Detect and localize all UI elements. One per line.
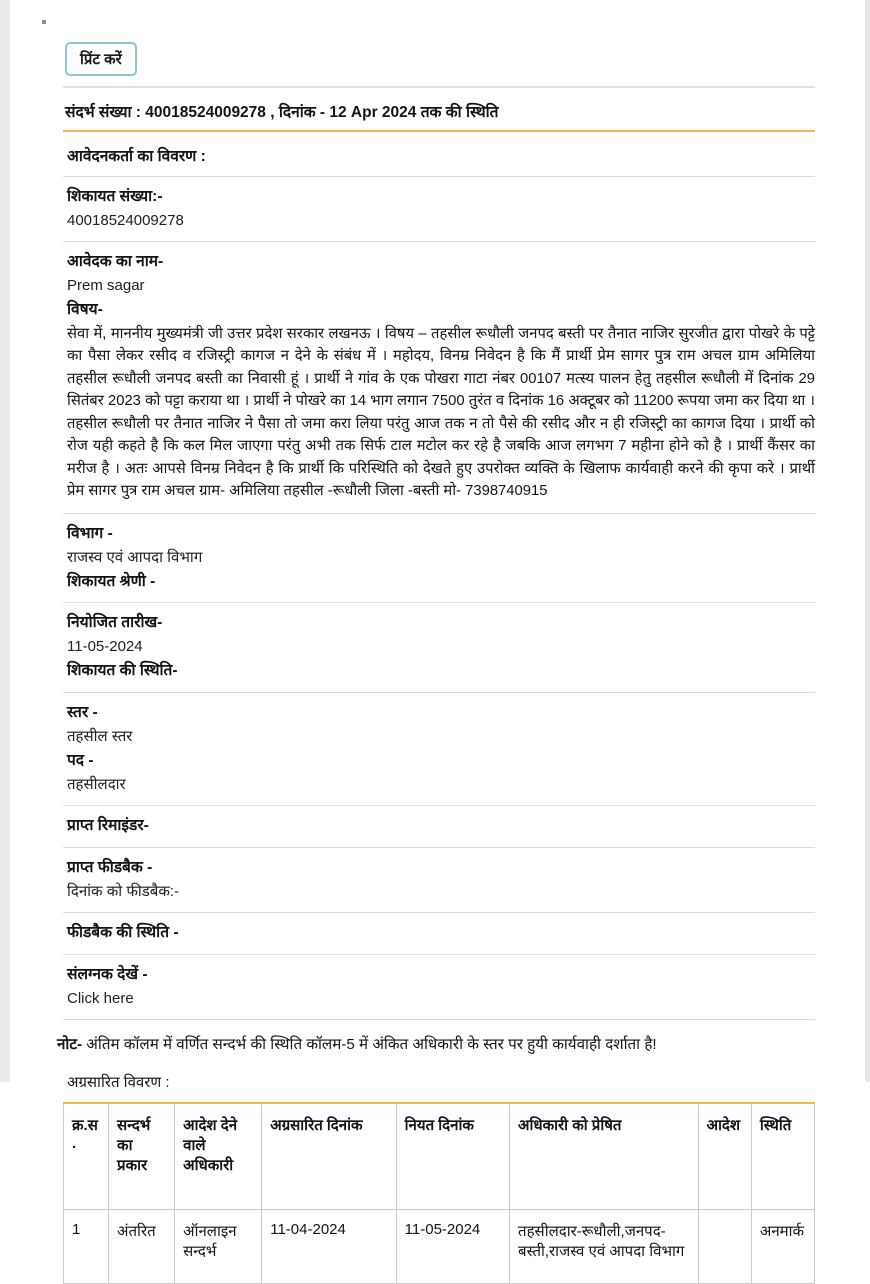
col-header-forwarded-date: अग्रसारित दिनांक (262, 1103, 396, 1210)
feedback-status-label: फीडबैक की स्थिति - (67, 924, 179, 942)
post-value: तहसीलदार (67, 776, 126, 794)
col-header-sent-to-officer: अधिकारी को प्रेषित (510, 1103, 699, 1210)
forwarded-details-table (63, 1102, 815, 1284)
complaint-number-label: शिकायत संख्या:- (67, 188, 163, 205)
section-divider (63, 176, 815, 177)
section-divider (63, 954, 815, 955)
stray-mark (42, 20, 46, 24)
feedback-value: दिनांक को फीडबैक:- (67, 883, 180, 901)
page-right-edge (865, 0, 870, 1082)
level-label: स्तर - (67, 704, 98, 722)
section-divider (63, 847, 815, 848)
col-header-reference-type: सन्दर्भ का प्रकार (109, 1103, 175, 1210)
planned-date-value: 11-05-2024 (67, 638, 143, 656)
attachment-link[interactable]: Click here (67, 989, 134, 1007)
reminder-label: प्राप्त रिमाइंडर- (67, 817, 149, 835)
level-value: तहसील स्तर (67, 728, 133, 746)
applicant-name-label: आवेदक का नाम- (67, 252, 164, 270)
col-header-serial: क्र.स. (64, 1103, 109, 1210)
complaint-number-value: 40018524009278 (67, 211, 184, 229)
cell-ordering-officer: ऑनलाइन सन्दर्भ (175, 1209, 262, 1283)
col-header-order: आदेश (698, 1103, 751, 1210)
subject-label: विषय- (67, 300, 103, 318)
complaint-status-label: शिकायत की स्थिति- (67, 662, 178, 680)
cell-order (698, 1209, 751, 1283)
table-row (64, 1209, 815, 1283)
section-divider (63, 86, 815, 88)
note-line (57, 1034, 815, 1056)
subject-text: सेवा में, माननीय मुख्यमंत्री जी उत्तर प्रदेश सरकार लखनऊ । विषय – तहसील रूधौली जनपद बस्ती पर तैनात नाजिर सुरजीत द्वारा पोखरे के पट्टे का पैसा लेकर रसीद व रजिस्ट्री कागज न देने के संबंध में । महोदय, विनम्र निवेदन है कि मैं प्रार्थी प्रेम सागर पुत्र राम अचल ग्राम अमिलिया तहसील रूधौली जनपद बस्ती का निवासी हूं । प्रार्थी ने गांव के एक पोखरा गाटा नंबर 00107 मत्स्य पालन हेतु तहसील रूधौली में दिनांक 29 सितंबर 2023 को पट्टा कराया था । प्रार्थी ने पोखरे का 14 भाग लगान 7500 तुरंत व दिनांक 16 अक्टूबर को 11200 रूपया जमा कर दिया था । तहसील रूधौली पर तैनात नाजिर ने पैसा तो जमा करा लिया परंतु आज तक न तो पैसे की रसीद और न ही रजिस्ट्री का कागज दिया । प्रार्थी को रोज यही कहते है कि कल मिल जाएगा परंतु अभी तक सिर्फ टाल मटोल कर रहे है जबकि आज लगभग 7 महीना होने को है । प्रार्थी कैंसर का मरीज है । अतः आपसे विनम्र निवेदन है कि प्रार्थी कि परिस्थिति को देखते हुए उपरोक्त व्यक्ति के खिलाफ कार्यवाही करने की कृपा करे । प्रार्थी प्रेम सागर पुत्र राम अचल ग्राम- अमिलिया तहसील -रूधौली जिला -बस्ती मो- 7398740915 (67, 325, 815, 500)
post-label: पद - (67, 752, 94, 770)
complaint-category-label: शिकायत श्रेणी - (67, 572, 156, 590)
gold-divider (63, 130, 815, 132)
section-divider (63, 805, 815, 806)
cell-sent-to-officer: तहसीलदार-रूधौली,जनपद-बस्ती,राजस्व एवं आपदा विभाग (510, 1209, 699, 1283)
section-divider (63, 912, 815, 913)
cell-status: अनमार्क (751, 1209, 814, 1283)
department-label: विभाग - (67, 524, 113, 542)
reference-line: संदर्भ संख्या : 40018524009278 , दिनांक - 12 Apr 2024 तक की स्थिति (65, 104, 499, 121)
section-divider (63, 602, 815, 603)
feedback-label: प्राप्त फीडबैक - (67, 859, 153, 877)
cell-serial: 1 (64, 1209, 109, 1283)
forwarded-section-title: अग्रसारित विवरण : (67, 1073, 170, 1091)
section-divider (63, 513, 815, 514)
col-header-ordering-officer: आदेश देने वाले अधिकारी (175, 1103, 262, 1210)
page-left-edge (0, 0, 10, 1082)
applicant-name-value: Prem sagar (67, 276, 145, 294)
cell-reference-type: अंतरित (109, 1209, 175, 1283)
print-button[interactable]: प्रिंट करें (65, 42, 137, 76)
col-header-status: स्थिति (751, 1103, 814, 1210)
note-label: नोट- (57, 1035, 83, 1053)
section-divider (63, 692, 815, 693)
col-header-due-date: नियत दिनांक (396, 1103, 509, 1210)
department-value: राजस्व एवं आपदा विभाग (67, 548, 203, 566)
section-divider (63, 241, 815, 242)
section-divider (63, 1019, 815, 1020)
applicant-section-title: आवेदनकर्ता का विवरण : (67, 148, 206, 165)
note-text: अंतिम कॉलम में वर्णित सन्दर्भ की स्थिति कॉलम-5 में अंकित अधिकारी के स्तर पर हुयी कार्यवाही दर्शाता है! (82, 1035, 657, 1053)
cell-due-date: 11-05-2024 (396, 1209, 509, 1283)
cell-forwarded-date: 11-04-2024 (262, 1209, 396, 1283)
attachment-label: संलग्नक देखें - (67, 965, 148, 983)
planned-date-label: नियोजित तारीख- (67, 614, 163, 632)
table-header-row (64, 1103, 815, 1210)
